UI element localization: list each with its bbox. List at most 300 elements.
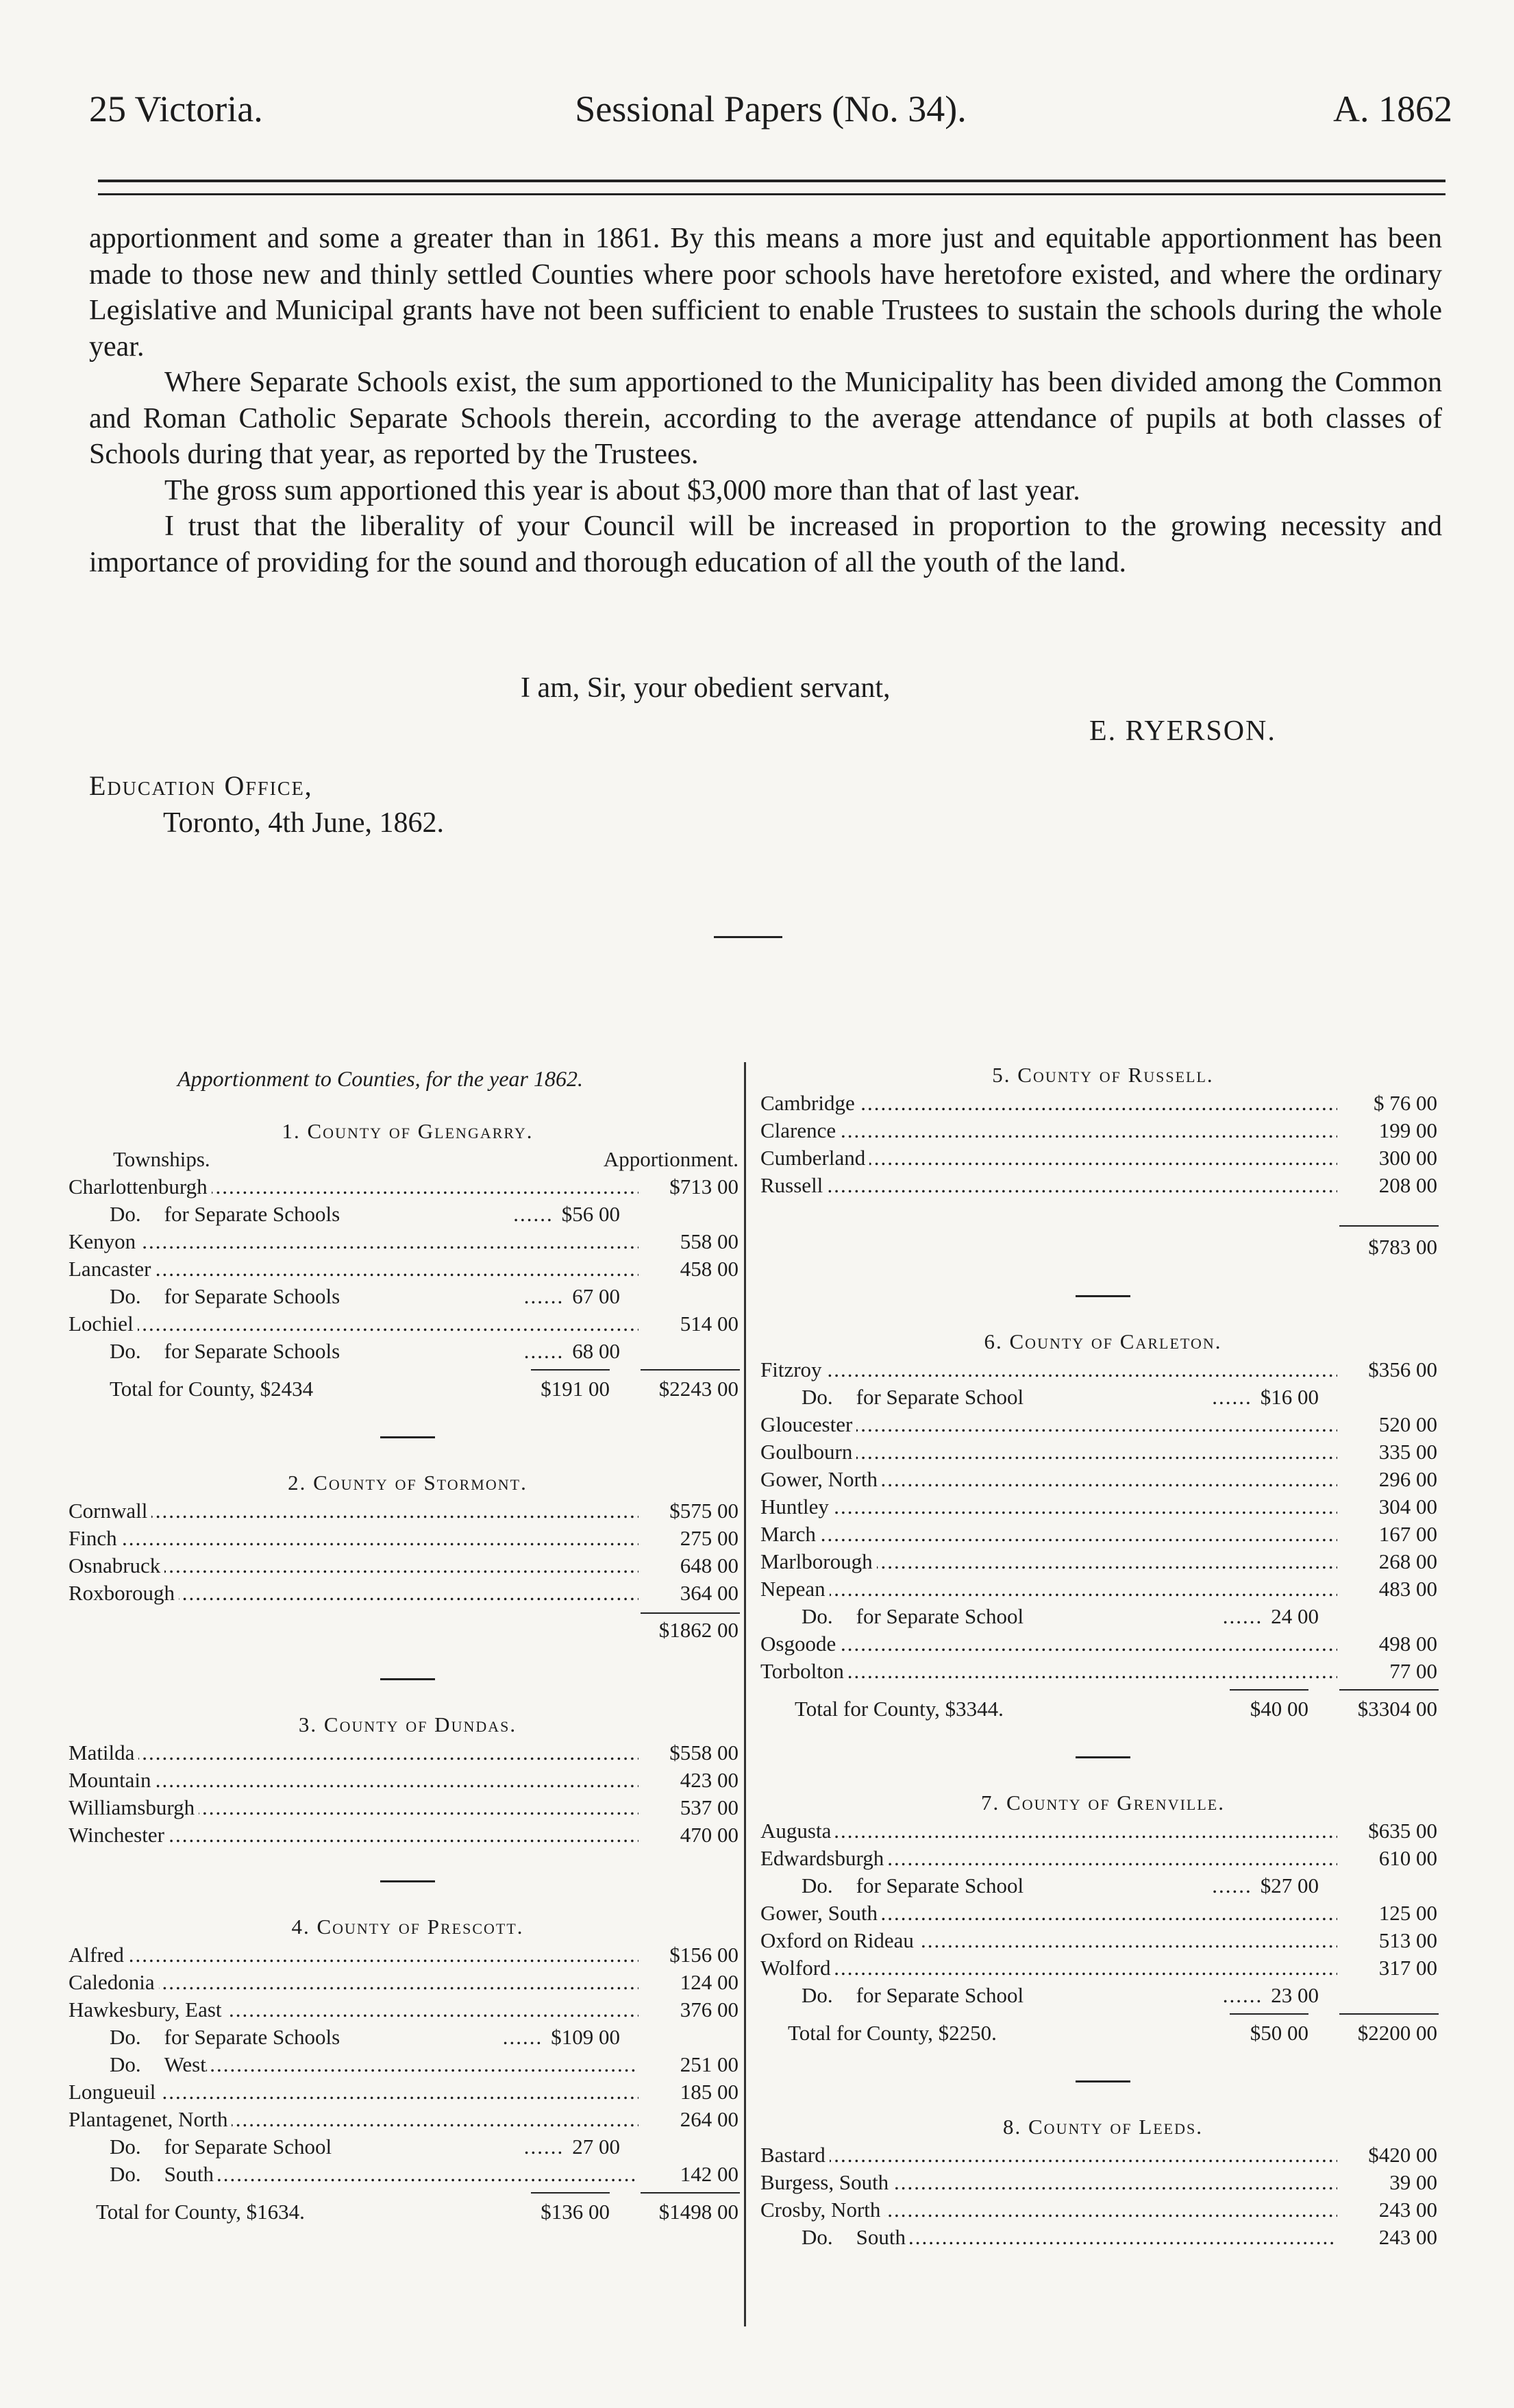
- leader-dots: [69, 1941, 638, 1969]
- letter-paragraph: I trust that the liberality of your Council will be increased in proportion to the growing necessity and importance of providing for the sound and thorough education of all the youth of the land.: [89, 511, 1442, 578]
- row-name: [760, 1144, 869, 1172]
- total-label: Total for County, $2250.: [788, 2021, 997, 2045]
- leader-dots: [69, 1739, 638, 1767]
- table-row: [69, 1255, 747, 1283]
- table-row: [760, 1603, 1445, 1630]
- row-detail: for Separate Schools: [164, 1339, 340, 1363]
- row-name: [760, 1845, 888, 1872]
- county-title: 8. County of Leeds.: [1003, 2115, 1203, 2139]
- apportionment-amount: 376 00: [680, 1998, 739, 2022]
- running-header: [89, 88, 1452, 143]
- township-name: Edwardsburgh: [760, 1846, 884, 1870]
- row-detail: South: [164, 2162, 214, 2186]
- letter-closing: I am, Sir, your obedient servant,: [521, 672, 891, 704]
- apportionment-amount: $558 00: [669, 1741, 739, 1765]
- column-headers: [69, 1146, 747, 1173]
- table-row: [69, 1283, 747, 1310]
- leader-dots: [760, 2141, 1337, 2169]
- county-rows: [760, 1356, 1445, 1685]
- row-name: [69, 1228, 140, 1255]
- row-detail: South: [856, 2225, 906, 2249]
- township-name: Clarence: [760, 1118, 836, 1142]
- section-divider: [380, 1436, 435, 1438]
- row-name: [69, 2078, 160, 2106]
- county-total: [760, 2017, 1445, 2049]
- apportionment-amount: 185 00: [680, 2080, 739, 2104]
- row-name: [69, 1580, 179, 1607]
- row-name: [760, 1575, 830, 1603]
- rule: [531, 2192, 610, 2194]
- row-name: [760, 1090, 859, 1117]
- row-name: [69, 1173, 212, 1201]
- county-title: 1. County of Glengarry.: [282, 1119, 534, 1143]
- township-name: Augusta: [760, 1819, 832, 1843]
- row-name: [69, 1552, 164, 1580]
- row-name: [69, 1969, 159, 1996]
- separate-school-amount: 67 00: [572, 1284, 620, 1308]
- apportionment-amount: 264 00: [680, 2107, 739, 2131]
- leader-dots: [760, 1172, 1337, 1199]
- row-name: [760, 1356, 826, 1384]
- row-detail: for Separate School: [856, 1385, 1024, 1409]
- township-name: Oxford on Rideau: [760, 1928, 914, 1952]
- table-caption: Apportionment to Counties, for the year 1862.: [177, 1066, 583, 1091]
- apportionment-amount: $ 76 00: [1374, 1091, 1437, 1115]
- table-row: [69, 1552, 747, 1580]
- total-amount: $1862 00: [658, 1618, 739, 1642]
- township-name: Bastard: [760, 2143, 826, 2167]
- apportionment-amount: 513 00: [1378, 1928, 1437, 1952]
- row-name: [69, 1821, 169, 1849]
- letter-paragraph: The gross sum apportioned this year is about $3,000 more than that of last year.: [164, 474, 1080, 506]
- township-name: Finch: [69, 1526, 117, 1550]
- apportionment-amount: 300 00: [1378, 1146, 1437, 1170]
- township-name: Matilda: [69, 1741, 135, 1765]
- table-row: [69, 1228, 747, 1255]
- apportionment-amount: 142 00: [680, 2162, 739, 2186]
- rule: [1339, 1689, 1439, 1691]
- apportionment-amount: 514 00: [680, 1312, 739, 1336]
- county-rows: [760, 1090, 1445, 1199]
- leader-dots: ......: [513, 1202, 554, 1226]
- row-name: [110, 1338, 340, 1365]
- county-title: 4. County of Prescott.: [291, 1915, 524, 1939]
- table-row: [760, 1356, 1445, 1384]
- row-name: [110, 1201, 340, 1228]
- row-name: [760, 1438, 856, 1466]
- row-detail: for Separate School: [856, 1873, 1024, 1897]
- township-name: Do.: [110, 1339, 141, 1363]
- table-row: [760, 1144, 1445, 1172]
- township-name: Burgess, South: [760, 2170, 889, 2194]
- header-rule: [98, 193, 1445, 195]
- table-column-left: [69, 1061, 747, 2228]
- township-name: Cumberland: [760, 1146, 866, 1170]
- county-rows: [69, 1173, 747, 1365]
- table-row: [760, 1900, 1445, 1927]
- table-row: [69, 1497, 747, 1525]
- row-detail: for Separate School: [856, 1983, 1024, 2007]
- table-row: [760, 2196, 1445, 2224]
- row-name: [760, 1172, 827, 1199]
- row-name: [110, 2024, 340, 2051]
- township-name: Wolford: [760, 1956, 831, 1980]
- apportionment-amount: 304 00: [1378, 1495, 1437, 1519]
- table-row: [760, 1117, 1445, 1144]
- total-amount: $2200 00: [1357, 2021, 1437, 2045]
- separate-amount-cell: [497, 2024, 620, 2051]
- row-detail: for Separate Schools: [164, 2025, 340, 2049]
- row-name: [760, 1493, 833, 1521]
- apportionment-amount: 317 00: [1378, 1956, 1437, 1980]
- county-title: 5. County of Russell.: [992, 1063, 1214, 1087]
- row-name: [802, 2224, 906, 2251]
- header-rule: [98, 180, 1445, 182]
- table-row: [69, 2133, 747, 2161]
- leader-dots: ......: [1222, 1604, 1263, 1628]
- letter-signature: E. RYERSON.: [1089, 715, 1276, 747]
- table-row: [69, 1794, 747, 1821]
- row-detail: West: [164, 2052, 206, 2076]
- leader-dots: [760, 1817, 1337, 1845]
- total-label: Total for County, $3344.: [795, 1697, 1004, 1721]
- township-name: Do.: [802, 2225, 833, 2249]
- township-name: Kenyon: [69, 1229, 136, 1253]
- table-row: [760, 1172, 1445, 1199]
- separate-amount-cell: [519, 1338, 620, 1365]
- table-row: [69, 2078, 747, 2106]
- apportionment-amount: 498 00: [1378, 1632, 1437, 1656]
- row-detail: for Separate Schools: [164, 1202, 340, 1226]
- apportionment-amount: $575 00: [669, 1499, 739, 1523]
- township-name: Hawkesbury, East: [69, 1998, 222, 2022]
- township-name: Russell: [760, 1173, 823, 1197]
- separate-amount-cell: [519, 1283, 620, 1310]
- letter-place-date: Toronto, 4th June, 1862.: [163, 807, 445, 839]
- apportionment-amount: $356 00: [1368, 1357, 1437, 1381]
- township-name: Lancaster: [69, 1257, 151, 1281]
- rule-row: [760, 1199, 1445, 1227]
- leader-dots: [760, 1493, 1337, 1521]
- apportionment-amount: 458 00: [680, 1257, 739, 1281]
- table-row: [760, 1521, 1445, 1548]
- county-title: 6. County of Carleton.: [984, 1329, 1222, 1353]
- township-name: Plantagenet, North: [69, 2107, 228, 2131]
- row-name: [802, 1872, 1023, 1900]
- apportionment-amount: 610 00: [1378, 1846, 1437, 1870]
- leader-dots: ......: [523, 1284, 564, 1308]
- apportionment-amount: 423 00: [680, 1768, 739, 1792]
- row-name: [69, 1255, 155, 1283]
- separate-amount-cell: [1217, 1603, 1319, 1630]
- separate-amount-cell: [1217, 1982, 1319, 2009]
- row-name: [69, 2106, 232, 2133]
- township-name: Do.: [110, 2052, 141, 2076]
- leader-dots: ......: [523, 1339, 564, 1363]
- apportionment-amount: 243 00: [1378, 2198, 1437, 2222]
- separate-school-amount: $27 00: [1260, 1873, 1319, 1897]
- header-year: A. 1862: [1333, 88, 1452, 130]
- table-row: [69, 2051, 747, 2078]
- township-name: Williamsburgh: [69, 1795, 195, 1819]
- township-name: Do.: [110, 1284, 141, 1308]
- row-name: [760, 1630, 840, 1658]
- leader-dots: [760, 1521, 1337, 1548]
- leader-dots: [760, 1117, 1337, 1144]
- row-name: [760, 1117, 840, 1144]
- table-row: [69, 2161, 747, 2188]
- rule: [1230, 1689, 1308, 1691]
- total-amount: $783 00: [1368, 1235, 1437, 1259]
- table-row: [69, 2024, 747, 2051]
- leader-dots: [69, 1497, 638, 1525]
- row-name: [69, 1794, 199, 1821]
- total-separate: $191 00: [541, 1377, 610, 1401]
- row-detail: for Separate Schools: [164, 1284, 340, 1308]
- township-name: Torbolton: [760, 1659, 844, 1683]
- township-name: Gower, South: [760, 1901, 878, 1925]
- apportionment-amount: 124 00: [680, 1970, 739, 1994]
- total-separate: $136 00: [541, 2200, 610, 2224]
- rule: [1339, 2013, 1439, 2015]
- section-divider: [714, 936, 782, 938]
- township-name: Fitzroy: [760, 1357, 822, 1381]
- row-name: [760, 2141, 830, 2169]
- section-divider: [380, 1678, 435, 1680]
- apportionment-amount: $420 00: [1368, 2143, 1437, 2167]
- table-row: [69, 2106, 747, 2133]
- row-detail: for Separate School: [164, 2135, 332, 2159]
- header-title: Sessional Papers (No. 34).: [575, 88, 967, 130]
- total-separate: $50 00: [1250, 2021, 1308, 2045]
- county-rows: [69, 1941, 747, 2188]
- row-name: [802, 1603, 1023, 1630]
- table-row: [69, 1338, 747, 1365]
- row-name: [110, 2133, 332, 2161]
- leader-dots: [69, 1228, 638, 1255]
- table-row: [760, 1927, 1445, 1954]
- table-column-right: [760, 1061, 1445, 2251]
- row-name: [110, 2161, 214, 2188]
- row-name: [69, 1996, 226, 2024]
- header-session: 25 Victoria.: [89, 88, 263, 130]
- apportionment-amount: $156 00: [669, 1943, 739, 1967]
- township-name: Do.: [802, 1983, 833, 2007]
- apportionment-amount: 296 00: [1378, 1467, 1437, 1491]
- rule: [1230, 2013, 1308, 2015]
- apportionment-amount: 167 00: [1378, 1522, 1437, 1546]
- township-name: Longueuil: [69, 2080, 156, 2104]
- leader-dots: ......: [1222, 1983, 1263, 2007]
- row-name: [760, 2169, 893, 2196]
- county-total: [760, 1693, 1445, 1725]
- letter-paragraph: Where Separate Schools exist, the sum apportioned to the Municipality has been divided among the Common and Roman Catholic Separate Schools therein, according to the average attendance of pupils at both classes of Schools during that year, as reported by the Trustees.: [89, 367, 1442, 470]
- table-row: [760, 1548, 1445, 1575]
- township-name: Osgoode: [760, 1632, 836, 1656]
- leader-dots: [760, 1630, 1337, 1658]
- township-name: Gower, North: [760, 1467, 878, 1491]
- leader-dots: ......: [1212, 1873, 1252, 1897]
- table-row: [760, 2224, 1445, 2251]
- row-name: [760, 1548, 877, 1575]
- table-row: [69, 1969, 747, 1996]
- apportionment-amount: 243 00: [1378, 2225, 1437, 2249]
- leader-dots: ......: [502, 2025, 543, 2049]
- row-name: [760, 1927, 918, 1954]
- township-name: Charlottenburgh: [69, 1175, 208, 1199]
- township-name: Do.: [110, 2162, 141, 2186]
- separate-school-amount: 24 00: [1271, 1604, 1319, 1628]
- total-amount: $3304 00: [1357, 1697, 1437, 1721]
- apportionment-amount: $713 00: [669, 1175, 739, 1199]
- total-amount: $1498 00: [658, 2200, 739, 2224]
- table-row: [69, 1821, 747, 1849]
- row-name: [69, 1497, 151, 1525]
- township-name: Osnabruck: [69, 1553, 161, 1577]
- section-divider: [1076, 2080, 1130, 2083]
- table-row: [69, 1739, 747, 1767]
- table-row: [69, 1767, 747, 1794]
- apportionment-amount: 251 00: [680, 2052, 739, 2076]
- apportionment-amount: 125 00: [1378, 1901, 1437, 1925]
- apportionment-amount: 199 00: [1378, 1118, 1437, 1142]
- table-row: [760, 1982, 1445, 2009]
- rule: [1339, 1225, 1439, 1227]
- total-label: Total for County, $2434: [110, 1377, 314, 1401]
- table-row: [69, 1201, 747, 1228]
- table-row: [760, 1493, 1445, 1521]
- table-row: [760, 2169, 1445, 2196]
- table-row: [69, 1310, 747, 1338]
- township-name: Cornwall: [69, 1499, 148, 1523]
- leader-dots: [69, 1310, 638, 1338]
- rule: [641, 2192, 740, 2194]
- row-name: [760, 1817, 835, 1845]
- row-name: [69, 1525, 121, 1552]
- table-row: [69, 1941, 747, 1969]
- column-header-townships: Townships.: [113, 1147, 210, 1171]
- township-name: Crosby, North: [760, 2198, 881, 2222]
- column-header-apportionment: Apportionment.: [603, 1147, 739, 1171]
- rule: [531, 1369, 610, 1371]
- separate-school-amount: $56 00: [561, 1202, 620, 1226]
- leader-dots: [760, 1954, 1337, 1982]
- county-total: [69, 2196, 747, 2228]
- township-name: Do.: [802, 1385, 833, 1409]
- row-name: [802, 1982, 1023, 2009]
- row-name: [69, 1767, 156, 1794]
- township-name: Lochiel: [69, 1312, 134, 1336]
- township-name: March: [760, 1522, 816, 1546]
- apportionment-amount: 558 00: [680, 1229, 739, 1253]
- township-name: Mountain: [69, 1768, 151, 1792]
- apportionment-amount: 335 00: [1378, 1440, 1437, 1464]
- table-row: [69, 1580, 747, 1607]
- township-name: Caledonia: [69, 1970, 155, 1994]
- leader-dots: [760, 1575, 1337, 1603]
- total-separate: $40 00: [1250, 1697, 1308, 1721]
- township-name: Do.: [110, 2135, 141, 2159]
- table-row: [760, 1872, 1445, 1900]
- section-divider: [380, 1880, 435, 1882]
- apportionment-amount: 275 00: [680, 1526, 739, 1550]
- county-title: 2. County of Stormont.: [288, 1471, 528, 1495]
- apportionment-amount: 648 00: [680, 1553, 739, 1577]
- separate-school-amount: $109 00: [551, 2025, 620, 2049]
- row-name: [760, 1658, 848, 1685]
- table-row: [760, 1384, 1445, 1411]
- county-rows: [760, 1817, 1445, 2009]
- row-detail: for Separate School: [856, 1604, 1024, 1628]
- township-name: Marlborough: [760, 1549, 873, 1573]
- separate-school-amount: 27 00: [572, 2135, 620, 2159]
- row-name: [760, 1411, 856, 1438]
- total-label: Total for County, $1634.: [96, 2200, 305, 2224]
- township-name: Nepean: [760, 1577, 826, 1601]
- township-name: Huntley: [760, 1495, 829, 1519]
- table-row: [760, 1658, 1445, 1685]
- row-name: [760, 2196, 884, 2224]
- apportionment-amount: 77 00: [1389, 1659, 1437, 1683]
- letter-office: Education Office,: [89, 770, 313, 801]
- township-name: Do.: [802, 1873, 833, 1897]
- row-name: [69, 1941, 128, 1969]
- row-name: [802, 1384, 1023, 1411]
- township-name: Gloucester: [760, 1412, 853, 1436]
- table-row: [760, 1438, 1445, 1466]
- leader-dots: [69, 1525, 638, 1552]
- table-row: [69, 1525, 747, 1552]
- township-name: Goulbourn: [760, 1440, 853, 1464]
- table-row: [760, 1575, 1445, 1603]
- leader-dots: ......: [1212, 1385, 1252, 1409]
- county-total: [69, 1373, 747, 1405]
- county-title: 7. County of Grenville.: [981, 1791, 1225, 1815]
- township-name: Do.: [110, 1202, 141, 1226]
- county-total: [760, 1231, 1445, 1264]
- leader-dots: ......: [523, 2135, 564, 2159]
- county-rows: [69, 1739, 747, 1849]
- separate-school-amount: 23 00: [1271, 1983, 1319, 2007]
- separate-school-amount: $16 00: [1260, 1385, 1319, 1409]
- table-row: [760, 1411, 1445, 1438]
- township-name: Alfred: [69, 1943, 124, 1967]
- county-total: [69, 1614, 747, 1647]
- separate-amount-cell: [508, 1201, 620, 1228]
- row-name: [760, 1466, 882, 1493]
- township-name: Do.: [110, 2025, 141, 2049]
- apportionment-amount: 39 00: [1389, 2170, 1437, 2194]
- table-row: [760, 1466, 1445, 1493]
- apportionment-amount: 537 00: [680, 1795, 739, 1819]
- row-name: [760, 1954, 835, 1982]
- township-name: Roxborough: [69, 1581, 175, 1605]
- table-row: [760, 1630, 1445, 1658]
- table-row: [69, 1996, 747, 2024]
- separate-school-amount: 68 00: [572, 1339, 620, 1363]
- township-name: Winchester: [69, 1823, 164, 1847]
- table-row: [760, 2141, 1445, 2169]
- separate-amount-cell: [519, 2133, 620, 2161]
- separate-amount-cell: [1206, 1384, 1319, 1411]
- county-rows: [69, 1497, 747, 1607]
- apportionment-amount: 268 00: [1378, 1549, 1437, 1573]
- table-row: [69, 1173, 747, 1201]
- county-title: 3. County of Dundas.: [298, 1712, 517, 1736]
- letter-body: [89, 221, 1442, 580]
- separate-amount-cell: [1206, 1872, 1319, 1900]
- table-row: [760, 1817, 1445, 1845]
